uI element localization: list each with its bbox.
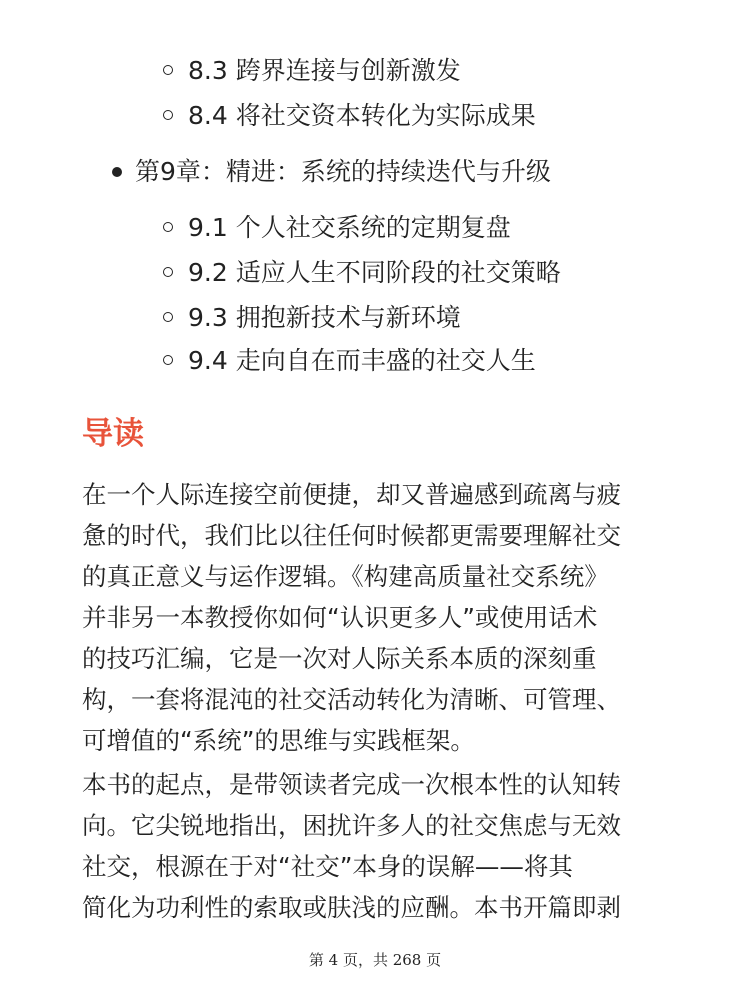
page-number-footer: 第 4 页，共 268 页	[308, 951, 442, 969]
paragraph-line: 的技巧汇编，它是一次对人际关系本质的深刻重	[82, 644, 597, 673]
hollow-bullet-icon	[163, 355, 173, 365]
toc-item-label: 9.4 走向自在而丰盛的社交人生	[188, 346, 536, 375]
hollow-bullet-icon	[163, 267, 173, 277]
paragraph-line: 本书的起点，是带领读者完成一次根本性的认知转	[82, 770, 621, 799]
section-heading: 导读	[82, 416, 144, 452]
paragraph-line: 在一个人际连接空前便捷，却又普遍感到疏离与疲	[82, 480, 621, 509]
toc-item-label: 9.2 适应人生不同阶段的社交策略	[188, 258, 561, 287]
toc-item-label: 9.3 拥抱新技术与新环境	[188, 303, 461, 332]
paragraph-line: 可增值的“系统”的思维与实践框架。	[82, 726, 475, 755]
paragraph-1	[82, 474, 682, 761]
paragraph-line: 的真正意义与运作逻辑。《构建高质量社交系统》	[82, 562, 609, 591]
paragraph-line: 简化为功利性的索取或肤浅的应酬。本书开篇即剥	[82, 893, 621, 922]
toc-item-label: 第9章：精进：系统的持续迭代与升级	[135, 157, 551, 186]
hollow-bullet-icon	[163, 222, 173, 232]
paragraph-line: 构，一套将混沌的社交活动转化为清晰、可管理、	[82, 685, 621, 714]
filled-bullet-icon	[112, 167, 122, 177]
paragraph-line: 并非另一本教授你如何“认识更多人”或使用话术	[82, 603, 598, 632]
paragraph-line: 社交，根源在于对“社交”本身的误解——将其	[82, 852, 573, 881]
hollow-bullet-icon	[163, 312, 173, 322]
toc-item-label: 8.4 将社交资本转化为实际成果	[188, 101, 536, 130]
toc-item-label: 9.1 个人社交系统的定期复盘	[188, 213, 511, 242]
toc-item-label: 8.3 跨界连接与创新激发	[188, 56, 461, 85]
hollow-bullet-icon	[163, 65, 173, 75]
hollow-bullet-icon	[163, 110, 173, 120]
paragraph-line: 向。它尖锐地指出，困扰许多人的社交焦虑与无效	[82, 811, 621, 840]
paragraph-2	[82, 764, 682, 928]
paragraph-line: 惫的时代，我们比以往任何时候都更需要理解社交	[82, 521, 621, 550]
